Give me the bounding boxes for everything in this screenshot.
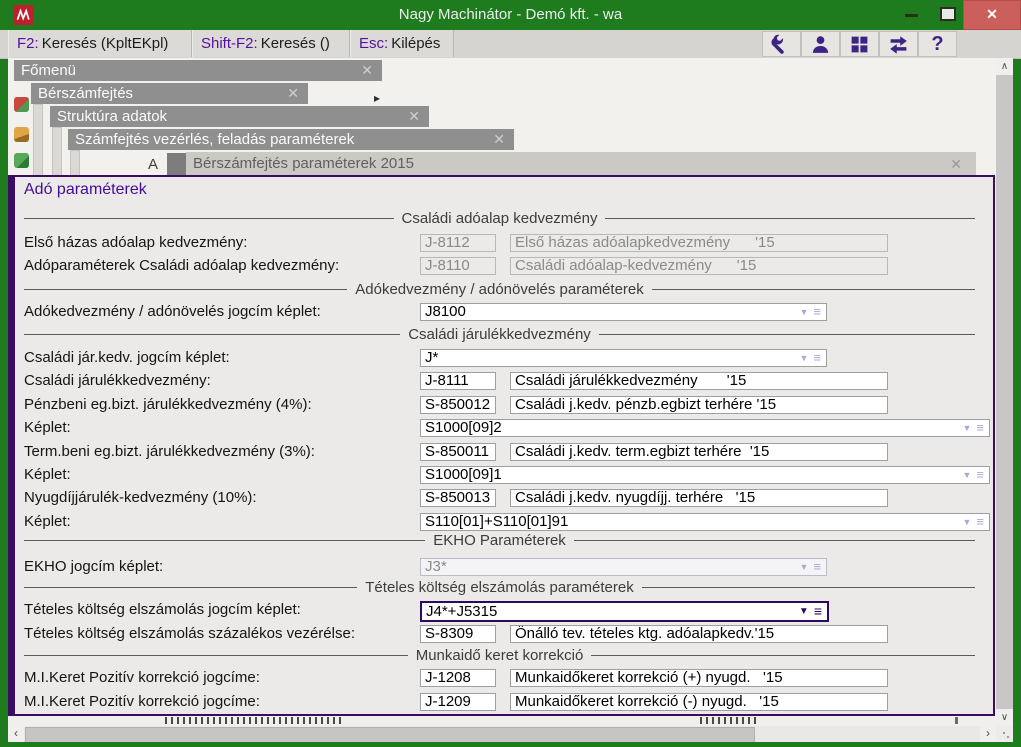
horizontal-scrollbar[interactable] bbox=[8, 726, 996, 742]
formula-combobox[interactable]: J8100 ▼ ≡ bbox=[420, 303, 827, 321]
field-label: Adóparaméterek Családi adóalap kedvezmény: bbox=[24, 257, 340, 274]
code-input: J-8110 bbox=[420, 257, 496, 275]
formula-combobox[interactable]: S1000[09]2 ▼ ≡ bbox=[420, 419, 990, 437]
field-label: Képlet: bbox=[24, 513, 71, 530]
code-input[interactable]: J-1208 bbox=[420, 669, 496, 687]
menu-key: Shift-F2: bbox=[201, 35, 258, 52]
field-label: Családi jár.kedv. jogcím képlet: bbox=[24, 349, 230, 366]
window-caption-fomenu[interactable] bbox=[14, 60, 382, 81]
scroll-left-icon[interactable]: ‹ bbox=[8, 726, 24, 742]
transfer-icon bbox=[888, 34, 909, 55]
field-label: Adókedvezmény / adónövelés jogcím képlet: bbox=[24, 303, 321, 320]
menu-key: F2: bbox=[17, 35, 39, 52]
menu-label: Keresés () bbox=[260, 35, 330, 52]
field-label: Term.beni eg.bizt. járulékkedvezmény (3%): bbox=[24, 443, 315, 460]
menu-item-f2-search[interactable] bbox=[8, 30, 192, 57]
formula-combobox[interactable]: J3* ▼ ≡ bbox=[420, 558, 827, 576]
field-row bbox=[15, 466, 993, 484]
field-label: Családi járulékkedvezmény: bbox=[24, 372, 211, 389]
code-input[interactable]: S-850011 bbox=[420, 443, 496, 461]
field-label: M.I.Keret Pozitív korrekció jogcíme: bbox=[24, 669, 260, 686]
description-input[interactable]: Munkaidőkeret korrekció (+) nyugd. '15 bbox=[510, 669, 888, 687]
menu-key: Esc: bbox=[359, 35, 389, 52]
close-button[interactable]: ✕ bbox=[963, 0, 1021, 30]
dropdown-icon[interactable]: ▼ bbox=[799, 353, 809, 363]
section-header: EKHO Paraméterek bbox=[24, 531, 975, 549]
field-row bbox=[15, 601, 993, 619]
minimize-button[interactable] bbox=[899, 0, 925, 28]
field-label: M.I.Keret Pozitív korrekció jogcíme: bbox=[24, 693, 260, 710]
description-input[interactable]: Önálló tev. tételes ktg. adóalapkedv.'15 bbox=[510, 625, 888, 643]
section-header: Családi járulékkedvezmény bbox=[24, 325, 975, 343]
dropdown-icon[interactable]: ▼ bbox=[798, 605, 809, 617]
field-row bbox=[15, 349, 993, 367]
section-header: Munkaidő keret korrekció bbox=[24, 646, 975, 664]
window-title: Nagy Machinátor - Demó kft. - wa bbox=[398, 6, 623, 23]
section-header: Tételes költség elszámolás paraméterek bbox=[24, 578, 975, 596]
menu-item-esc-exit[interactable] bbox=[350, 30, 454, 57]
formula-combobox[interactable]: J* ▼ ≡ bbox=[420, 349, 827, 367]
clipped-background-row bbox=[8, 716, 996, 726]
list-icon[interactable]: ≡ bbox=[813, 559, 821, 574]
workspace bbox=[8, 58, 1013, 742]
caption-title: Bérszámfejtés paraméterek 2015 bbox=[193, 155, 414, 172]
list-icon[interactable]: ≡ bbox=[976, 420, 984, 435]
code-input: J-8112 bbox=[420, 234, 496, 252]
help-button[interactable]: ? bbox=[918, 31, 957, 57]
close-icon[interactable]: ✕ bbox=[287, 85, 299, 101]
formula-combobox-focused[interactable]: J4*+J5315 ▼ ≡ bbox=[420, 601, 829, 622]
horizontal-scroll-thumb[interactable] bbox=[25, 727, 755, 742]
scroll-up-icon[interactable]: ∧ bbox=[996, 58, 1013, 75]
vertical-scrollbar[interactable] bbox=[996, 58, 1013, 726]
menu-label: Kilépés bbox=[391, 35, 441, 52]
menu-item-icon bbox=[14, 97, 29, 112]
menu-label: Keresés (KpltEKpl) bbox=[41, 35, 169, 52]
formula-combobox[interactable]: S1000[09]1 ▼ ≡ bbox=[420, 466, 990, 484]
maximize-icon bbox=[940, 7, 956, 21]
window-caption-szamfejtes-vezerles[interactable] bbox=[68, 129, 514, 150]
field-label: Pénzbeni eg.bizt. járulékkedvezmény (4%): bbox=[24, 396, 312, 413]
hidden-window-fragment: A bbox=[148, 156, 159, 173]
field-row bbox=[15, 234, 993, 252]
code-input[interactable]: J-1209 bbox=[420, 693, 496, 711]
code-input[interactable]: S-850013 bbox=[420, 489, 496, 507]
dropdown-icon[interactable]: ▼ bbox=[962, 517, 972, 527]
window-caption-struktura-adatok[interactable] bbox=[50, 106, 429, 127]
description-input[interactable]: Munkaidőkeret korrekció (-) nyugd. '15 bbox=[510, 693, 888, 711]
list-icon[interactable]: ≡ bbox=[813, 350, 821, 365]
scroll-right-icon[interactable]: › bbox=[980, 726, 996, 742]
field-row bbox=[15, 558, 993, 576]
background-scrollbar bbox=[70, 150, 80, 176]
menu-item-icon bbox=[14, 153, 29, 168]
submenu-arrow-icon: ▸ bbox=[374, 91, 381, 105]
list-icon[interactable]: ≡ bbox=[976, 467, 984, 482]
close-icon[interactable]: ✕ bbox=[408, 108, 420, 124]
dropdown-icon[interactable]: ▼ bbox=[962, 470, 972, 480]
grid-icon bbox=[849, 34, 870, 55]
window-caption-parameterek-2015[interactable] bbox=[186, 152, 976, 175]
code-input[interactable]: S-850012 bbox=[420, 396, 496, 414]
field-label: Első házas adóalap kedvezmény: bbox=[24, 234, 248, 251]
field-row bbox=[15, 625, 993, 643]
field-label: Képlet: bbox=[24, 419, 71, 436]
field-label: Nyugdíjjárulék-kedvezmény (10%): bbox=[24, 489, 257, 506]
form-title: Adó paraméterek bbox=[24, 181, 147, 198]
field-label: EKHO jogcím képlet: bbox=[24, 558, 164, 575]
ado-parameterek-form bbox=[8, 175, 995, 716]
formula-combobox[interactable]: S110[01]+S110[01]91 ▼ ≡ bbox=[420, 513, 990, 531]
list-icon[interactable]: ≡ bbox=[813, 603, 822, 619]
description-input[interactable]: Családi j.kedv. nyugdíjj. terhére '15 bbox=[510, 489, 888, 507]
window-caption-berszamfejtes[interactable] bbox=[31, 83, 308, 104]
field-row bbox=[15, 693, 993, 711]
description-input[interactable]: Családi járulékkedvezmény '15 bbox=[510, 372, 888, 390]
menu-bar bbox=[0, 30, 1021, 59]
menu-item-icon bbox=[14, 127, 29, 142]
field-row bbox=[15, 669, 993, 687]
field-row bbox=[15, 257, 993, 275]
settings-wrench-button[interactable] bbox=[762, 31, 801, 57]
field-row bbox=[15, 372, 993, 390]
field-row bbox=[15, 396, 993, 414]
field-row bbox=[15, 303, 993, 321]
modules-grid-button[interactable] bbox=[840, 31, 879, 57]
wrench-icon bbox=[771, 34, 792, 55]
field-label: Tételes költség elszámolás százalékos vezérélse: bbox=[24, 625, 355, 642]
field-row bbox=[15, 443, 993, 461]
caption-title: Számfejtés vezérlés, feladás paraméterek bbox=[75, 131, 355, 148]
code-input[interactable]: S-8309 bbox=[420, 625, 496, 643]
transfer-button[interactable] bbox=[879, 31, 918, 57]
description-input: Első házas adóalapkedvezmény '15 bbox=[510, 234, 888, 252]
description-input[interactable]: Családi j.kedv. term.egbizt terhére '15 bbox=[510, 443, 888, 461]
field-label: Tételes költség elszámolás jogcím képlet: bbox=[24, 601, 301, 618]
dropdown-icon[interactable]: ▼ bbox=[799, 307, 809, 317]
close-icon[interactable]: ✕ bbox=[950, 156, 962, 172]
hidden-caption-fragment bbox=[167, 153, 188, 175]
user-icon bbox=[810, 34, 831, 55]
section-header: Adókedvezmény / adónövelés paraméterek bbox=[24, 280, 975, 298]
field-row bbox=[15, 489, 993, 507]
dropdown-icon[interactable]: ▼ bbox=[962, 423, 972, 433]
caption-title: Struktúra adatok bbox=[57, 108, 168, 125]
maximize-button[interactable] bbox=[933, 0, 961, 28]
field-row bbox=[15, 419, 993, 437]
resize-grip-dots bbox=[1002, 731, 1011, 740]
list-icon[interactable]: ≡ bbox=[813, 304, 821, 319]
title-bar[interactable] bbox=[0, 0, 1021, 30]
scroll-down-icon[interactable]: ∨ bbox=[996, 709, 1013, 726]
close-icon[interactable]: ✕ bbox=[493, 131, 505, 147]
description-input[interactable]: Családi j.kedv. pénzb.egbizt terhére '15 bbox=[510, 396, 888, 414]
list-icon[interactable]: ≡ bbox=[976, 514, 984, 529]
user-button[interactable] bbox=[801, 31, 840, 57]
menu-item-shift-f2-search[interactable] bbox=[192, 30, 350, 57]
minimize-icon bbox=[905, 14, 918, 17]
background-scrollbar bbox=[52, 127, 62, 176]
field-label: Képlet: bbox=[24, 466, 71, 483]
background-scrollbar bbox=[33, 104, 43, 176]
close-icon[interactable]: ✕ bbox=[361, 62, 373, 78]
caption-title: Főmenü bbox=[21, 62, 77, 79]
field-row bbox=[15, 513, 993, 531]
section-header: Családi adóalap kedvezmény bbox=[24, 209, 975, 227]
caption-title: Bérszámfejtés bbox=[38, 85, 134, 102]
code-input[interactable]: J-8111 bbox=[420, 372, 496, 390]
dropdown-icon[interactable]: ▼ bbox=[799, 562, 809, 572]
resize-grip[interactable] bbox=[996, 726, 1013, 742]
description-input: Családi adóalap-kedvezmény '15 bbox=[510, 257, 888, 275]
